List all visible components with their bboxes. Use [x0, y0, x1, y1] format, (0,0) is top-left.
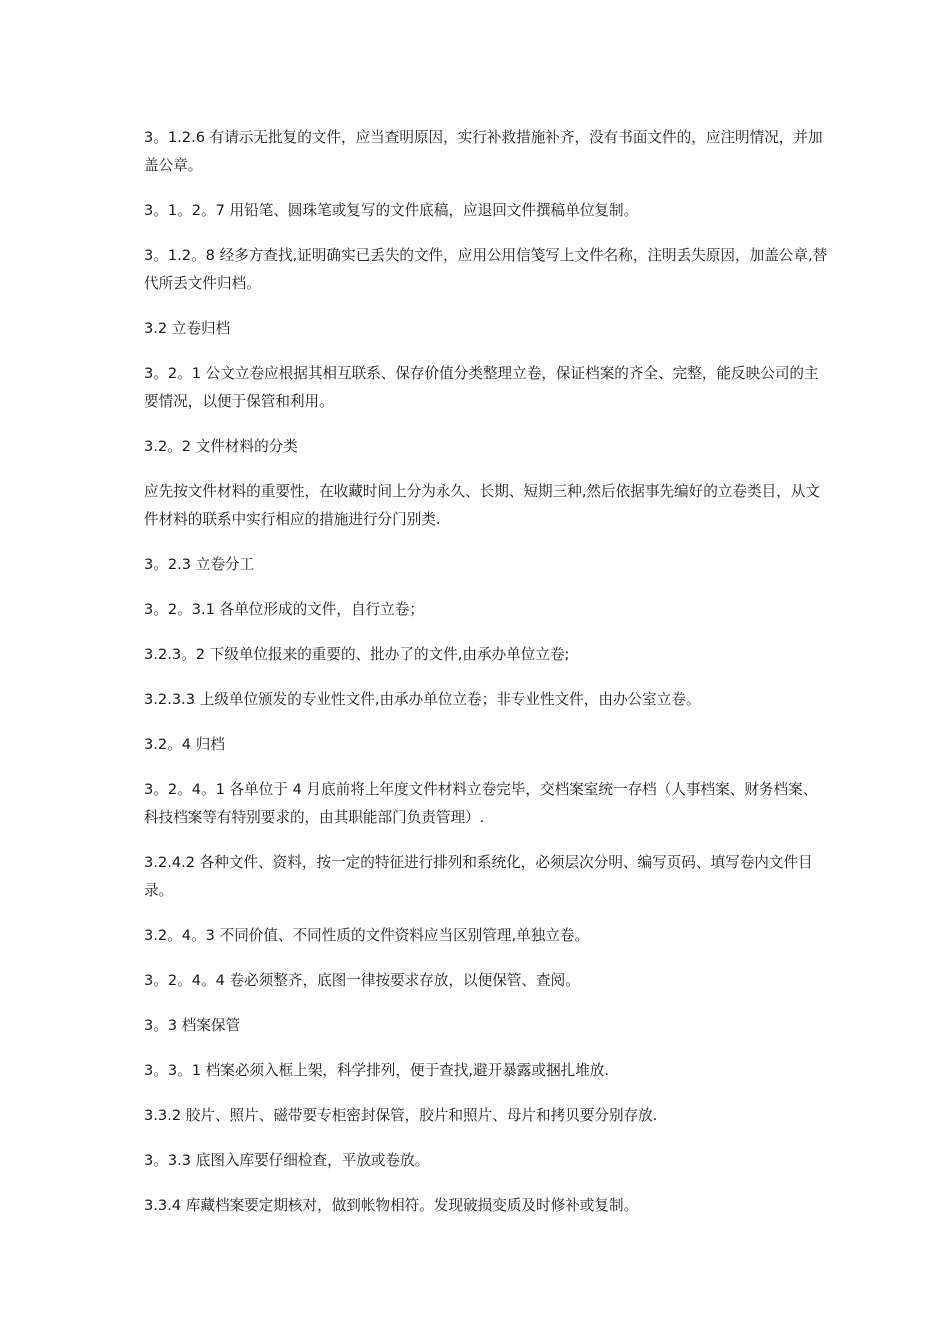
paragraph-3-1-2-6: 3。1.2.6 有请示无批复的文件，应当查明原因，实行补救措施补齐，没有书面文件的，应注明情况，并加盖公章。 [144, 129, 823, 174]
heading-3-3: 3。3 档案保管 [144, 1017, 241, 1034]
paragraph-3-2-1: 3。2。1 公文立卷应根据其相互联系、保存价值分类整理立卷，保证档案的齐全、完整，能反映公司的主要情况，以便于保管和利用。 [144, 365, 819, 410]
heading-3-2: 3.2 立卷归档 [144, 320, 231, 337]
paragraph-3-2-4-4: 3。2。4。4 卷必须整齐，底图一律按要求存放，以便保管、查阅。 [144, 972, 580, 989]
paragraph-classification: 应先按文件材料的重要性，在收藏时间上分为永久、长期、短期三种,然后依据事先编好的立卷类目，从文件材料的联系中实行相应的措施进行分门别类. [144, 483, 820, 528]
paragraph-3-3-1: 3。3。1 档案必须入框上架，科学排列，便于查找,避开暴露或捆扎堆放. [144, 1062, 609, 1079]
heading-3-2-2: 3.2。2 文件材料的分类 [144, 438, 298, 455]
paragraph-3-2-3-1: 3。2。3.1 各单位形成的文件，自行立卷； [144, 601, 424, 618]
paragraph-3-2-3-2: 3.2.3。2 下级单位报来的重要的、批办了的文件,由承办单位立卷; [144, 646, 570, 663]
paragraph-3-2-3-3: 3.2.3.3 上级单位颁发的专业性文件,由承办单位立卷；非专业性文件，由办公室立卷。 [144, 691, 701, 708]
heading-3-2-4: 3.2。4 归档 [144, 736, 225, 753]
paragraph-3-2-4-3: 3.2。4。3 不同价值、不同性质的文件资料应当区别管理,单独立卷。 [144, 927, 590, 944]
paragraph-3-3-3: 3。3.3 底图入库要仔细检查，平放或卷放。 [144, 1152, 430, 1169]
paragraph-3-3-2: 3.3.2 胶片、照片、磁带要专柜密封保管，胶片和照片、母片和拷贝要分别存放. [144, 1107, 658, 1124]
heading-3-2-3: 3。2.3 立卷分工 [144, 556, 255, 573]
paragraph-3-3-4: 3.3.4 库藏档案要定期核对，做到帐物相符。发现破损变质及时修补或复制。 [144, 1197, 639, 1214]
paragraph-3-1-2-7: 3。1。2。7 用铅笔、圆珠笔或复写的文件底稿，应退回文件撰稿单位复制。 [144, 202, 639, 219]
paragraph-3-2-4-2: 3.2.4.2 各种文件、资料，按一定的特征进行排列和系统化，必须层次分明、编写页码、填写卷内文件目录。 [144, 854, 813, 899]
paragraph-3-2-4-1: 3。2。4。1 各单位于 4 月底前将上年度文件材料立卷完毕，交档案室统一存档（人事档案、财务档案、科技档案等有特别要求的，由其职能部门负责管理）. [144, 781, 818, 826]
paragraph-3-1-2-8: 3。1.2。8 经多方查找,证明确实已丢失的文件，应用公用信笺写上文件名称，注明丢失原因，加盖公章,替代所丢文件归档。 [144, 247, 828, 292]
document-body [144, 124, 830, 1237]
